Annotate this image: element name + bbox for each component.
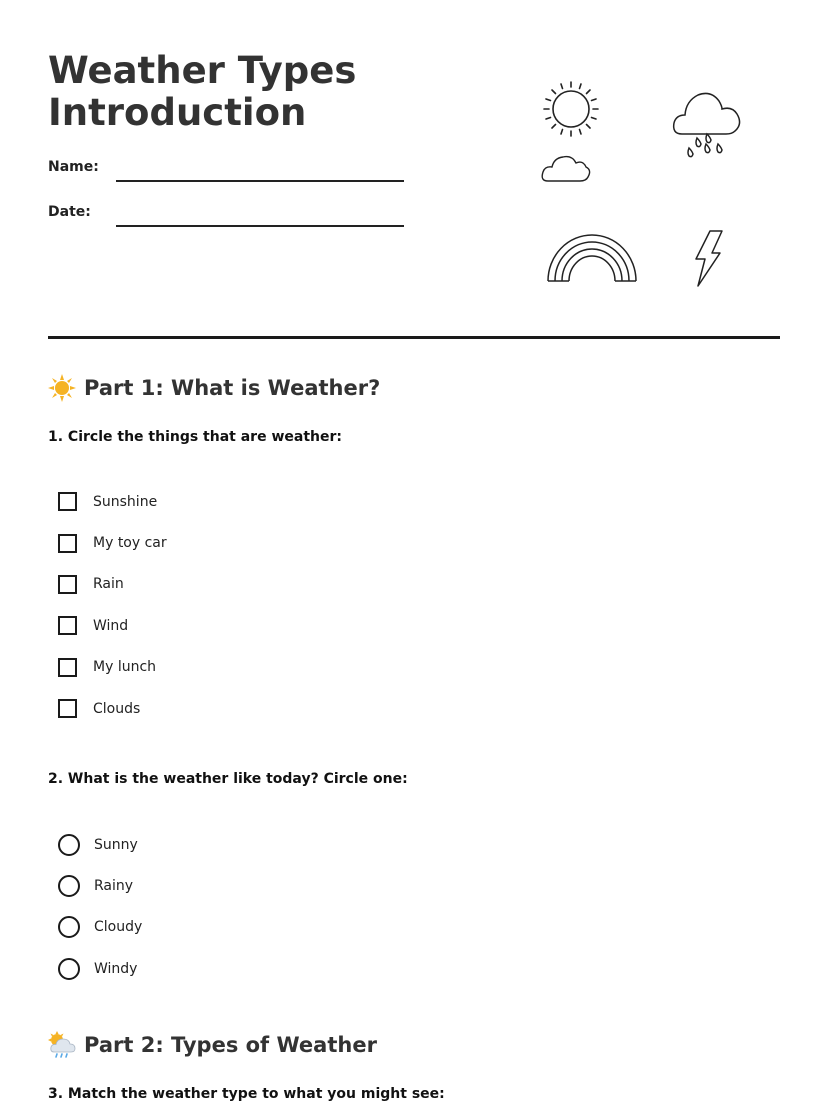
list-item[interactable] <box>58 647 167 688</box>
question-1-options <box>58 481 167 729</box>
small-cloud-icon <box>542 157 589 181</box>
option-label: Windy <box>94 960 138 977</box>
list-item[interactable] <box>58 564 167 605</box>
option-label: Rain <box>93 576 124 593</box>
date-label: Date: <box>48 204 91 220</box>
checkbox[interactable] <box>58 658 77 677</box>
name-label: Name: <box>48 159 99 175</box>
lightning-icon <box>696 231 722 286</box>
sun-behind-rain-cloud-emoji-icon <box>48 1031 76 1059</box>
rainbow-icon <box>548 235 636 281</box>
checkbox[interactable] <box>58 699 77 718</box>
list-item[interactable] <box>58 605 167 646</box>
question-1: 1. Circle the things that are weather: <box>48 429 342 445</box>
part-1-heading-text: Part 1: What is Weather? <box>84 376 381 400</box>
checkbox[interactable] <box>58 575 77 594</box>
option-label: My toy car <box>93 535 167 552</box>
question-3: 3. Match the weather type to what you might see: <box>48 1086 445 1102</box>
sun-emoji-icon <box>48 374 76 402</box>
checkbox[interactable] <box>58 616 77 635</box>
list-item[interactable] <box>58 948 142 989</box>
part-2-heading-text: Part 2: Types of Weather <box>84 1033 377 1057</box>
option-label: Clouds <box>93 700 141 717</box>
section-divider <box>48 336 780 339</box>
checkbox[interactable] <box>58 534 77 553</box>
question-2-options <box>58 824 142 990</box>
option-label: Rainy <box>94 878 134 895</box>
date-line[interactable] <box>116 225 404 227</box>
radio-circle[interactable] <box>58 916 80 938</box>
checkbox[interactable] <box>58 492 77 511</box>
title-line-2: Introduction <box>48 91 307 134</box>
sun-icon <box>544 82 598 136</box>
question-2: 2. What is the weather like today? Circle one: <box>48 771 408 787</box>
option-label: Sunny <box>94 836 138 853</box>
list-item[interactable] <box>58 522 167 563</box>
radio-circle[interactable] <box>58 834 80 856</box>
list-item[interactable] <box>58 688 167 729</box>
rain-cloud-icon <box>674 93 740 156</box>
radio-circle[interactable] <box>58 958 80 980</box>
radio-circle[interactable] <box>58 875 80 897</box>
part-1-heading <box>48 374 380 402</box>
list-item[interactable] <box>58 481 167 522</box>
option-label: Wind <box>93 617 129 634</box>
list-item[interactable] <box>58 824 142 865</box>
weather-illustrations <box>535 75 750 295</box>
part-2-heading <box>48 1031 377 1059</box>
title-line-1: Weather Types <box>48 49 357 92</box>
list-item[interactable] <box>58 865 142 906</box>
name-line[interactable] <box>116 180 404 182</box>
worksheet-title <box>48 50 468 134</box>
option-label: Sunshine <box>93 493 158 510</box>
option-label: Cloudy <box>94 919 143 936</box>
option-label: My lunch <box>93 659 157 676</box>
list-item[interactable] <box>58 907 142 948</box>
